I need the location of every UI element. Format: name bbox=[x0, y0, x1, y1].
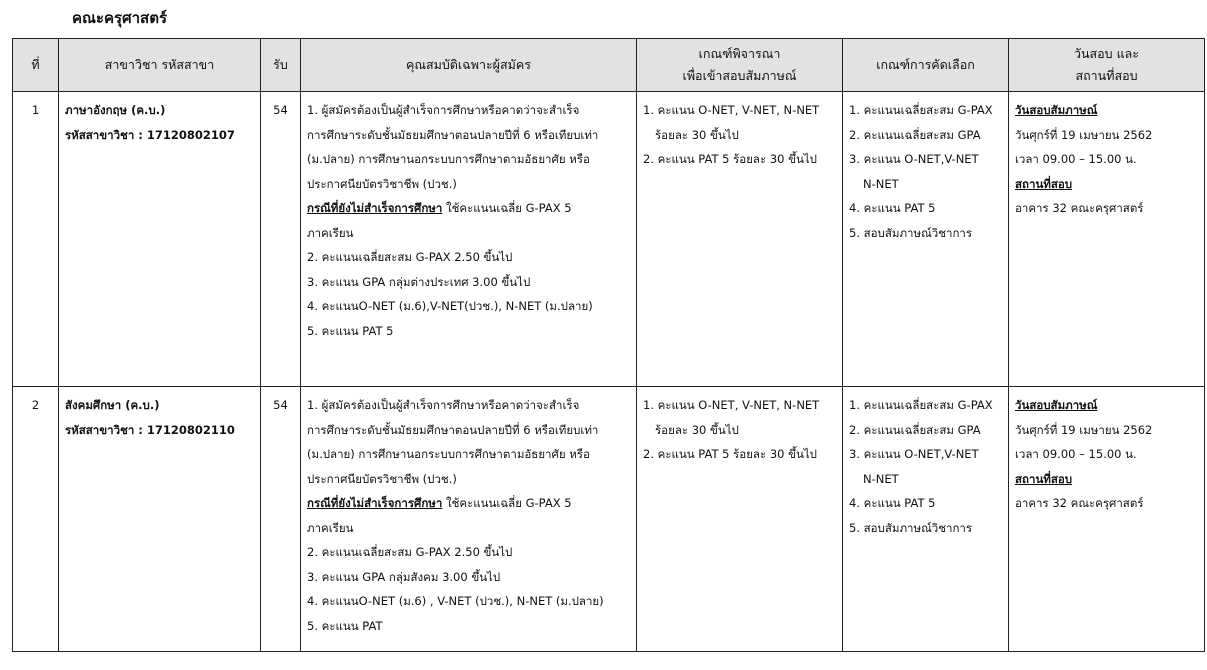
header-criteria bbox=[637, 39, 843, 92]
qual-line: ภาคเรียน bbox=[307, 520, 354, 535]
qual-line: 4. คะแนนO-NET (ม.6) , V-NET (ปวช.), N-NET (ม.ปลาย) bbox=[307, 594, 604, 608]
interview-date-heading: วันสอบสัมภาษณ์ bbox=[1015, 398, 1098, 412]
qual-line: ประกาศนียบัตรวิชาชีพ (ปวช.) bbox=[307, 176, 457, 191]
selection-line: 1. คะแนนเฉลี่ยสะสม G-PAX bbox=[849, 103, 993, 117]
selection-line: N-NET bbox=[863, 471, 899, 486]
interview-time: เวลา 09.00 – 15.00 น. bbox=[1015, 447, 1137, 461]
selection-line: 1. คะแนนเฉลี่ยสะสม G-PAX bbox=[849, 398, 993, 412]
table-row bbox=[13, 387, 1205, 652]
header-date-line-1: วันสอบ และ bbox=[1073, 46, 1140, 61]
qualifications-cell bbox=[301, 92, 637, 387]
major-cell bbox=[59, 387, 261, 652]
qual-line: (ม.ปลาย) การศึกษานอกระบบการศึกษาตามอัธยาศัย หรือ bbox=[307, 447, 590, 461]
take-count: 54 bbox=[261, 387, 301, 652]
qualifications-cell bbox=[301, 387, 637, 652]
qual-line: 3. คะแนน GPA กลุ่มต่างประเทศ 3.00 ขึ้นไป bbox=[307, 274, 531, 289]
qual-case-text: ใช้คะแนนเฉลี่ย G-PAX 5 bbox=[442, 496, 572, 510]
qual-line: 1. ผู้สมัครต้องเป็นผู้สำเร็จการศึกษาหรือคาดว่าจะสำเร็จ bbox=[307, 103, 580, 117]
selection-line: N-NET bbox=[863, 176, 899, 191]
criteria-line: 2. คะแนน PAT 5 ร้อยละ 30 ขึ้นไป bbox=[643, 152, 817, 166]
header-take: รับ bbox=[261, 39, 301, 92]
qual-line: ประกาศนียบัตรวิชาชีพ (ปวช.) bbox=[307, 471, 457, 486]
exam-place: อาคาร 32 คณะครุศาสตร์ bbox=[1015, 496, 1144, 510]
exam-place-heading: สถานที่สอบ bbox=[1015, 176, 1073, 191]
selection-line: 5. สอบสัมภาษณ์วิชาการ bbox=[849, 520, 973, 535]
table-row bbox=[13, 92, 1205, 387]
admission-table bbox=[12, 38, 1205, 652]
exam-place: อาคาร 32 คณะครุศาสตร์ bbox=[1015, 201, 1144, 215]
selection-line: 3. คะแนน O-NET,V-NET bbox=[849, 447, 979, 461]
faculty-title: คณะครุศาสตร์ bbox=[72, 9, 167, 27]
row-number: 1 bbox=[13, 92, 59, 387]
header-date-place bbox=[1009, 39, 1205, 92]
header-major: สาขาวิชา รหัสสาขา bbox=[59, 39, 261, 92]
qual-line: 2. คะแนนเฉลี่ยสะสม G-PAX 2.50 ขึ้นไป bbox=[307, 250, 513, 264]
interview-date: วันศุกร์ที่ 19 เมษายน 2562 bbox=[1015, 422, 1153, 437]
row-number: 2 bbox=[13, 387, 59, 652]
major-code: รหัสสาขาวิชา : 17120802107 bbox=[65, 127, 235, 142]
header-row bbox=[13, 39, 1205, 92]
qual-line: 1. ผู้สมัครต้องเป็นผู้สำเร็จการศึกษาหรือคาดว่าจะสำเร็จ bbox=[307, 398, 580, 412]
qual-case-text: ใช้คะแนนเฉลี่ย G-PAX 5 bbox=[442, 201, 572, 215]
criteria-cell bbox=[637, 92, 843, 387]
qual-line: 5. คะแนน PAT bbox=[307, 618, 383, 633]
criteria-line: 1. คะแนน O-NET, V-NET, N-NET bbox=[643, 103, 820, 117]
qual-case-line bbox=[307, 196, 630, 221]
selection-line: 2. คะแนนเฉลี่ยสะสม GPA bbox=[849, 127, 981, 142]
header-date-line-2: สถานที่สอบ bbox=[1075, 68, 1138, 83]
qual-line: 5. คะแนน PAT 5 bbox=[307, 323, 394, 338]
major-name: ภาษาอังกฤษ (ค.บ.) bbox=[65, 103, 166, 117]
qual-line: (ม.ปลาย) การศึกษานอกระบบการศึกษาตามอัธยาศัย หรือ bbox=[307, 152, 590, 166]
qual-case-heading: กรณีที่ยังไม่สำเร็จการศึกษา bbox=[307, 201, 443, 215]
selection-line: 5. สอบสัมภาษณ์วิชาการ bbox=[849, 225, 973, 240]
header-criteria-line-2: เพื่อเข้าสอบสัมภาษณ์ bbox=[682, 68, 797, 83]
qual-line: 4. คะแนนO-NET (ม.6),V-NET(ปวช.), N-NET (ม.ปลาย) bbox=[307, 299, 593, 313]
header-criteria-line-1: เกณฑ์พิจารณา bbox=[698, 46, 781, 61]
criteria-line: ร้อยละ 30 ขึ้นไป bbox=[655, 127, 739, 142]
interview-date-heading: วันสอบสัมภาษณ์ bbox=[1015, 103, 1098, 117]
qual-case-line bbox=[307, 491, 630, 516]
header-qualifications: คุณสมบัติเฉพาะผู้สมัคร bbox=[301, 39, 637, 92]
selection-line: 3. คะแนน O-NET,V-NET bbox=[849, 152, 979, 166]
selection-cell bbox=[843, 92, 1009, 387]
criteria-line: 1. คะแนน O-NET, V-NET, N-NET bbox=[643, 398, 820, 412]
date-place-cell bbox=[1009, 387, 1205, 652]
interview-time: เวลา 09.00 – 15.00 น. bbox=[1015, 152, 1137, 166]
exam-place-heading: สถานที่สอบ bbox=[1015, 471, 1073, 486]
qual-line: 2. คะแนนเฉลี่ยสะสม G-PAX 2.50 ขึ้นไป bbox=[307, 545, 513, 559]
qual-line: ภาคเรียน bbox=[307, 225, 354, 240]
criteria-line: 2. คะแนน PAT 5 ร้อยละ 30 ขึ้นไป bbox=[643, 447, 817, 461]
criteria-line: ร้อยละ 30 ขึ้นไป bbox=[655, 422, 739, 437]
interview-date: วันศุกร์ที่ 19 เมษายน 2562 bbox=[1015, 127, 1153, 142]
selection-line: 2. คะแนนเฉลี่ยสะสม GPA bbox=[849, 422, 981, 437]
qual-line: การศึกษาระดับชั้นมัธยมศึกษาตอนปลายปีที่ 6 หรือเทียบเท่า bbox=[307, 422, 599, 437]
header-no: ที่ bbox=[13, 39, 59, 92]
selection-cell bbox=[843, 387, 1009, 652]
take-count: 54 bbox=[261, 92, 301, 387]
selection-line: 4. คะแนน PAT 5 bbox=[849, 201, 936, 215]
major-name: สังคมศึกษา (ค.บ.) bbox=[65, 398, 160, 412]
criteria-cell bbox=[637, 387, 843, 652]
major-cell bbox=[59, 92, 261, 387]
header-selection: เกณฑ์การคัดเลือก bbox=[843, 39, 1009, 92]
qual-line: การศึกษาระดับชั้นมัธยมศึกษาตอนปลายปีที่ 6 หรือเทียบเท่า bbox=[307, 127, 599, 142]
date-place-cell bbox=[1009, 92, 1205, 387]
selection-line: 4. คะแนน PAT 5 bbox=[849, 496, 936, 510]
qual-line: 3. คะแนน GPA กลุ่มสังคม 3.00 ขึ้นไป bbox=[307, 569, 501, 584]
major-code: รหัสสาขาวิชา : 17120802110 bbox=[65, 422, 235, 437]
qual-case-heading: กรณีที่ยังไม่สำเร็จการศึกษา bbox=[307, 496, 443, 510]
